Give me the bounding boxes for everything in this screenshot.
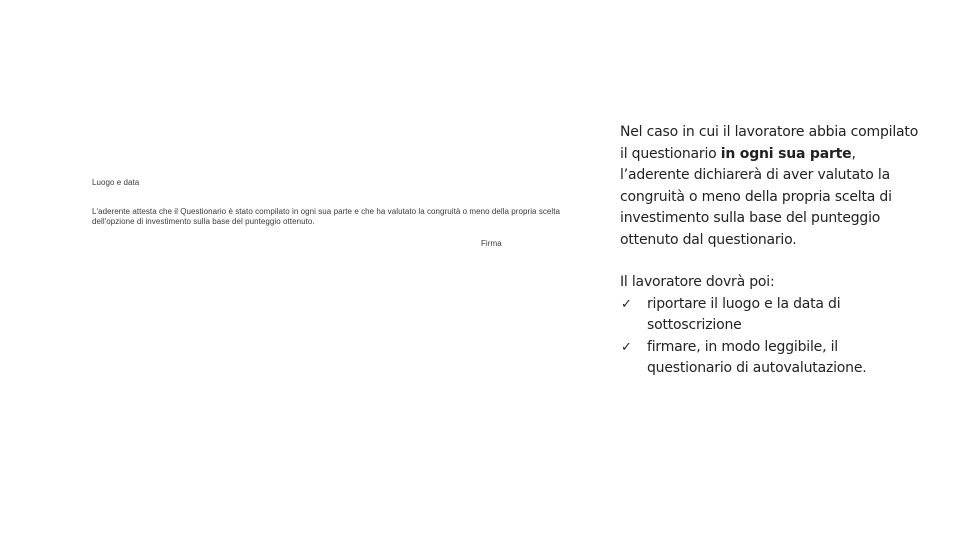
duties-checklist <box>620 294 920 380</box>
intro-text-start: Nel caso in cui il lavoratore abbia compilato il questionario <box>620 124 919 162</box>
attestation-text: L'aderente attesta che il Questionario è stato compilato in ogni sua parte e che ha valutato la congruità o meno della propria scelta dell'opzione di investimento sulla base del punteggio ottenuto. <box>92 207 561 226</box>
paragraph-spacer <box>620 251 920 272</box>
intro-text-emphasis: in ogni sua parte <box>720 145 852 162</box>
duties-heading: Il lavoratore dovrà poi: <box>620 274 775 290</box>
instructions-panel <box>620 122 920 380</box>
check-icon: ✓ <box>621 339 632 355</box>
checklist-item <box>620 337 920 380</box>
checklist-item-text: firmare, in modo leggibile, il questionario di autovalutazione. <box>647 338 867 376</box>
signature-label: Firma <box>481 239 502 248</box>
check-icon: ✓ <box>621 296 632 312</box>
intro-text-end: , l’aderente dichiarerà di aver valutato la congruità o meno della propria scelta di investimento sulla base del punteggio ottenuto dal questionario. <box>620 145 892 248</box>
intro-paragraph <box>620 122 920 251</box>
checklist-item-text: riportare il luogo e la data di sottoscrizione <box>647 295 841 333</box>
checklist-item <box>620 294 920 337</box>
place-date-label: Luogo e data <box>92 178 140 187</box>
